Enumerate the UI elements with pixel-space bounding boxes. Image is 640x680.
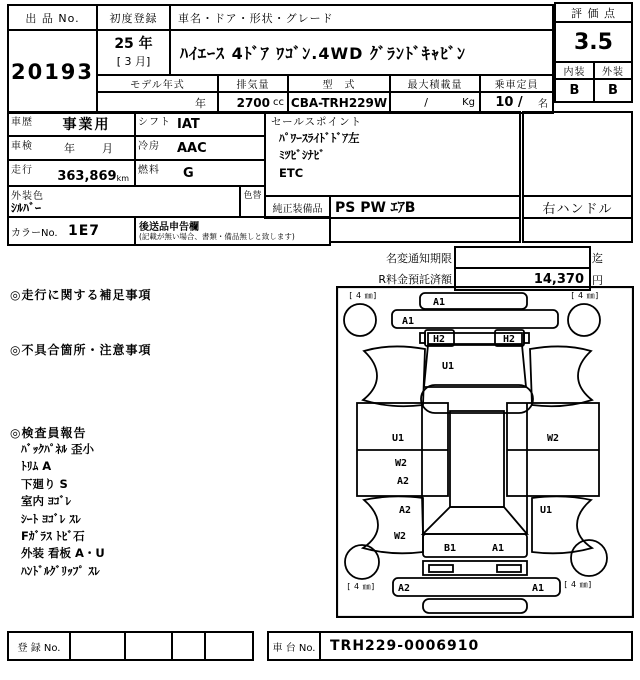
- first-registration-label: 初度登録: [109, 11, 158, 25]
- payload-number: /: [424, 96, 428, 109]
- interior-label: 内装: [563, 67, 586, 78]
- exterior-color-value: ｼﾙﾊﾞｰ: [11, 201, 42, 215]
- mileage-cell: [8, 160, 135, 186]
- vehicle-name-value: ﾊｲｴｰｽ 4ﾄﾞｱ ﾜｺﾞﾝ.4WD ｸﾞﾗﾝﾄﾞｷｬﾋﾞﾝ: [180, 44, 466, 63]
- inspection-cell: [8, 136, 135, 160]
- damage-code-w2: W2: [546, 433, 560, 444]
- damage-code-w2: W2: [394, 458, 408, 469]
- payload-unit: Kg: [462, 97, 475, 108]
- front-right-wheel-icon: [568, 304, 600, 336]
- history-cell: [8, 112, 135, 136]
- diagram-frame: [337, 287, 633, 617]
- list-item: Fｶﾞﾗｽ ﾄﾋﾞ石: [21, 529, 85, 544]
- lot-number-label: 出 品 No.: [25, 11, 80, 25]
- capacity-unit: 名: [538, 99, 548, 110]
- damage-diagram: [336, 286, 634, 618]
- capacity-number: 10 /: [495, 95, 523, 110]
- exterior-grade: B: [608, 83, 618, 98]
- taillight-bar: [423, 561, 527, 575]
- right-empty-box: [523, 112, 632, 196]
- sales-point-label: セールスポイント: [271, 116, 363, 128]
- registration-no-label: 登 録 No.: [17, 642, 61, 654]
- capacity-value: [480, 92, 553, 113]
- chassis-no-value: TRH229-0006910: [330, 638, 480, 654]
- taillight-right: [497, 565, 521, 572]
- exterior-color-label: 外装色: [11, 191, 44, 202]
- list-item: ﾐﾂﾋﾞｼﾅﾋﾞ: [279, 148, 325, 163]
- rear-left-fender: [363, 496, 423, 553]
- score-label: 評 価 点: [571, 6, 616, 20]
- color-no-cell: [8, 217, 135, 245]
- oem-equipment-value: PS PW ｴｱB: [335, 200, 416, 216]
- taillight-left: [429, 565, 453, 572]
- tire-depth-text: [ 4 ㎜]: [564, 580, 592, 589]
- fuel-value: G: [183, 165, 194, 181]
- list-item: ﾊﾝﾄﾞﾙｸﾞﾘｯﾌﾟ ｽﾚ: [21, 563, 100, 578]
- recycle-fee-value: 14,370: [533, 271, 584, 287]
- later-items-note: (記載が無い場合、書類・備品無しと致します): [139, 232, 295, 241]
- body-outline: [357, 293, 599, 613]
- list-item: 室内 ﾖｺﾞﾚ: [21, 494, 72, 509]
- damage-code-a1: A1: [432, 297, 446, 308]
- displacement-unit: cc: [273, 97, 284, 108]
- rear-step: [423, 599, 527, 613]
- exterior-color-cell: [8, 186, 240, 217]
- list-item: ﾊﾟﾜｰｽﾗｲﾄﾞﾄﾞｱ左: [279, 131, 360, 145]
- payload-label: 最大積載量: [407, 80, 463, 91]
- inspector-report-heading: ◎検査員報告: [10, 426, 87, 440]
- displacement-value: [218, 92, 288, 113]
- headlight-tab-left: [420, 333, 425, 343]
- lot-number-value: 20193: [10, 59, 95, 84]
- damage-code-a1: A1: [401, 316, 415, 327]
- fuel-cell: [135, 160, 265, 186]
- vehicle-name-label: 車名・ドア・形状・グレード: [178, 11, 334, 25]
- tire-depth-marks: [347, 291, 598, 591]
- front-right-fender: [530, 346, 592, 406]
- defects-heading: ◎不具合箇所・注意事項: [10, 343, 152, 357]
- handle-position: 右ハンドル: [542, 201, 613, 217]
- fuel-label: 燃料: [138, 165, 160, 176]
- mileage-label: 走行: [11, 165, 33, 176]
- inspector-report-list: [21, 441, 301, 580]
- damage-code-a1: A1: [491, 543, 505, 554]
- tire-depth-text: [ 4 ㎜]: [347, 582, 375, 591]
- tire-depth-text: [ 4 ㎜]: [349, 291, 377, 300]
- rear-panel: [423, 534, 527, 557]
- front-panel: [424, 345, 526, 387]
- recycle-fee-label: R料金預託済額: [378, 273, 452, 286]
- front-bumper: [392, 310, 558, 328]
- first-registration-value: [97, 30, 170, 75]
- history-label: 車歴: [11, 117, 33, 128]
- handle-extra-cell: [523, 218, 632, 242]
- oem-extra-cell: [330, 218, 520, 242]
- shift-value: IAT: [177, 116, 200, 132]
- color-change-label: 色替: [243, 191, 262, 201]
- front-left-wheel-icon: [344, 304, 376, 336]
- first-registration-month: [ 3 月]: [116, 55, 151, 68]
- mileage-value: 363,869: [57, 169, 117, 184]
- name-change-value: [455, 247, 590, 268]
- windshield: [421, 385, 533, 413]
- inspection-label: 車検: [11, 141, 33, 152]
- damage-code-u1: U1: [391, 433, 405, 444]
- recycle-fee-unit: 円: [592, 274, 603, 287]
- model-code-value: CBA-TRH229W: [290, 95, 388, 110]
- damage-code-b1: B1: [443, 543, 457, 554]
- oem-equipment-label: 純正装備品: [272, 203, 323, 215]
- shift-label: シフト: [138, 117, 171, 128]
- mileage-value-wrap: [8, 164, 129, 186]
- name-change-suffix: 迄: [592, 252, 603, 265]
- list-item: ﾄﾘﾑ A: [21, 459, 52, 474]
- color-no-value: 1E7: [68, 223, 101, 239]
- sales-point-list: [279, 130, 360, 182]
- mileage-notes-heading: ◎走行に関する補足事項: [10, 288, 152, 302]
- payload-value: [390, 92, 480, 113]
- inspection-value: 年 月: [64, 142, 121, 155]
- list-item: 外装 看板 A・U: [21, 546, 105, 561]
- name-change-label: 名変通知期限: [386, 251, 452, 265]
- chassis-no-label: 車 台 No.: [272, 642, 316, 654]
- headlight-tab-right: [524, 333, 529, 343]
- roof: [450, 411, 504, 507]
- damage-code-u1: U1: [441, 361, 455, 372]
- color-change-cell: [240, 186, 265, 217]
- ac-value: AAC: [177, 140, 207, 156]
- ac-cell: [135, 136, 265, 160]
- damage-code-w2: W2: [393, 531, 407, 542]
- score-value: 3.5: [574, 29, 613, 55]
- later-items-label: 後送品申告欄: [139, 222, 199, 233]
- later-items-cell: [135, 217, 330, 245]
- shift-cell: [135, 112, 265, 136]
- first-registration-year: 25 年: [114, 36, 153, 52]
- front-left-fender: [363, 346, 425, 406]
- damage-code-a1: A1: [531, 583, 545, 594]
- history-value: 事業用: [62, 117, 111, 133]
- displacement-label: 排気量: [236, 80, 270, 91]
- color-no-label: カラーNo.: [11, 227, 58, 239]
- damage-code-a2: A2: [397, 583, 411, 594]
- rear-window: [423, 507, 527, 534]
- damage-code-u1: U1: [539, 505, 553, 516]
- mileage-unit: km: [116, 174, 129, 183]
- interior-grade: B: [569, 83, 580, 98]
- damage-code-h2: H2: [502, 334, 516, 345]
- ac-label: 冷房: [138, 141, 160, 152]
- exterior-label: 外装: [602, 67, 624, 78]
- model-year-value: 年: [195, 96, 206, 110]
- list-item: 下廻り S: [21, 476, 68, 491]
- list-item: ﾊﾞｯｸﾊﾟﾈﾙ 歪小: [21, 442, 95, 456]
- damage-code-h2: H2: [432, 334, 446, 345]
- damage-code-a2: A2: [398, 505, 412, 516]
- damage-code-a2: A2: [396, 476, 410, 487]
- model-year-label: モデル年式: [130, 80, 185, 91]
- list-item: ETC: [279, 165, 304, 180]
- damage-code-labels: [392, 297, 559, 594]
- displacement-number: 2700: [236, 95, 270, 110]
- list-item: ｼｰﾄ ﾖｺﾞﾚ ｽﾚ: [21, 511, 81, 526]
- tire-depth-text: [ 4 ㎜]: [571, 291, 599, 300]
- sales-point-box: [265, 112, 520, 196]
- capacity-label: 乗車定員: [494, 80, 539, 91]
- model-code-label: 型 式: [322, 80, 356, 91]
